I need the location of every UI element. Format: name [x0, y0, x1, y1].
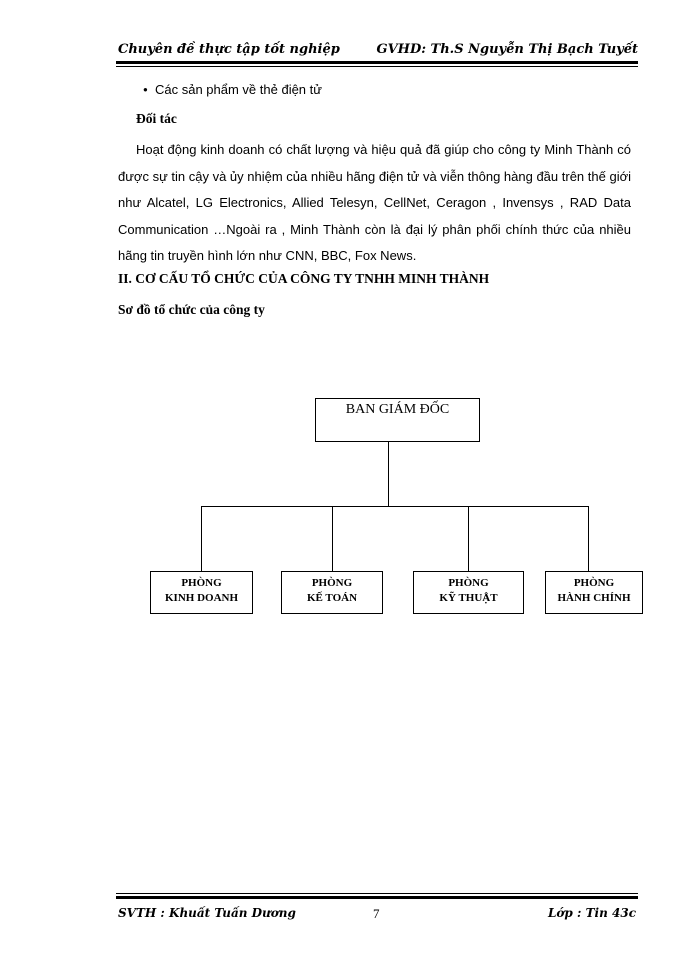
- org-box-sales: [150, 571, 253, 614]
- org-box-board: BAN GIÁM ĐỐC: [315, 398, 480, 442]
- footer-rule-thin: [116, 893, 638, 894]
- connector-drop-2: [332, 506, 333, 571]
- org-box-admin-line2: HÀNH CHÍNH: [557, 592, 631, 604]
- page-number: 7: [373, 906, 380, 921]
- header-left: Chuyên đề thực tập tốt nghiệp: [118, 42, 340, 57]
- connector-drop-3: [468, 506, 469, 571]
- org-box-accounting-line1: PHÒNG: [311, 577, 353, 589]
- org-box-accounting: [281, 571, 383, 614]
- org-box-sales-line1: PHÒNG: [181, 577, 222, 589]
- connector-vertical-main: [388, 441, 389, 506]
- partners-paragraph: Hoạt động kinh doanh có chất lượng và hiệu quả đã giúp cho công ty Minh Thành có được sự tin cậy và ủy nhiệm của nhiều hãng điện tử và viễn thông hàng đầu trên thế giới như Alcatel, LG Electronics, Allied Telesyn, CellNet, Ceragon , Invensys , RAD Data Communication …Ngoài ra , Minh Thành còn là đại lý phân phối chính thức của nhiều hãng tin truyền hình lớn như CNN, BBC, Fox News.: [118, 142, 631, 263]
- org-box-admin: [545, 571, 643, 614]
- connector-drop-1: [201, 506, 202, 571]
- header-rule-thin: [116, 66, 638, 67]
- footer-left: SVTH : Khuất Tuấn Dương: [118, 906, 296, 920]
- footer-rule-thick: [116, 896, 638, 899]
- connector-drop-4: [588, 506, 589, 571]
- org-box-accounting-line2: KẾ TOÁN: [306, 592, 358, 604]
- org-box-technical-line1: PHÒNG: [448, 577, 489, 589]
- org-box-technical: [413, 571, 524, 614]
- org-box-sales-line2: KINH DOANH: [164, 592, 239, 604]
- connector-horizontal: [201, 506, 588, 507]
- org-chart-subheading: Sơ đồ tổ chức của công ty: [118, 302, 265, 317]
- partners-heading: Đối tác: [136, 111, 177, 126]
- org-box-admin-line1: PHÒNG: [573, 577, 615, 589]
- org-box-technical-line2: KỸ THUẬT: [439, 592, 498, 604]
- header-right: GVHD: Th.S Nguyễn Thị Bạch Tuyết: [376, 42, 638, 57]
- footer-right: Lớp : Tin 43c: [547, 906, 636, 920]
- header-rule-thick: [116, 61, 638, 64]
- section-heading: II. CƠ CẤU TỔ CHỨC CỦA CÔNG TY TNHH MINH THÀNH: [118, 271, 490, 286]
- bullet-item: ● Các sản phẩm về thẻ điện tử: [155, 82, 322, 97]
